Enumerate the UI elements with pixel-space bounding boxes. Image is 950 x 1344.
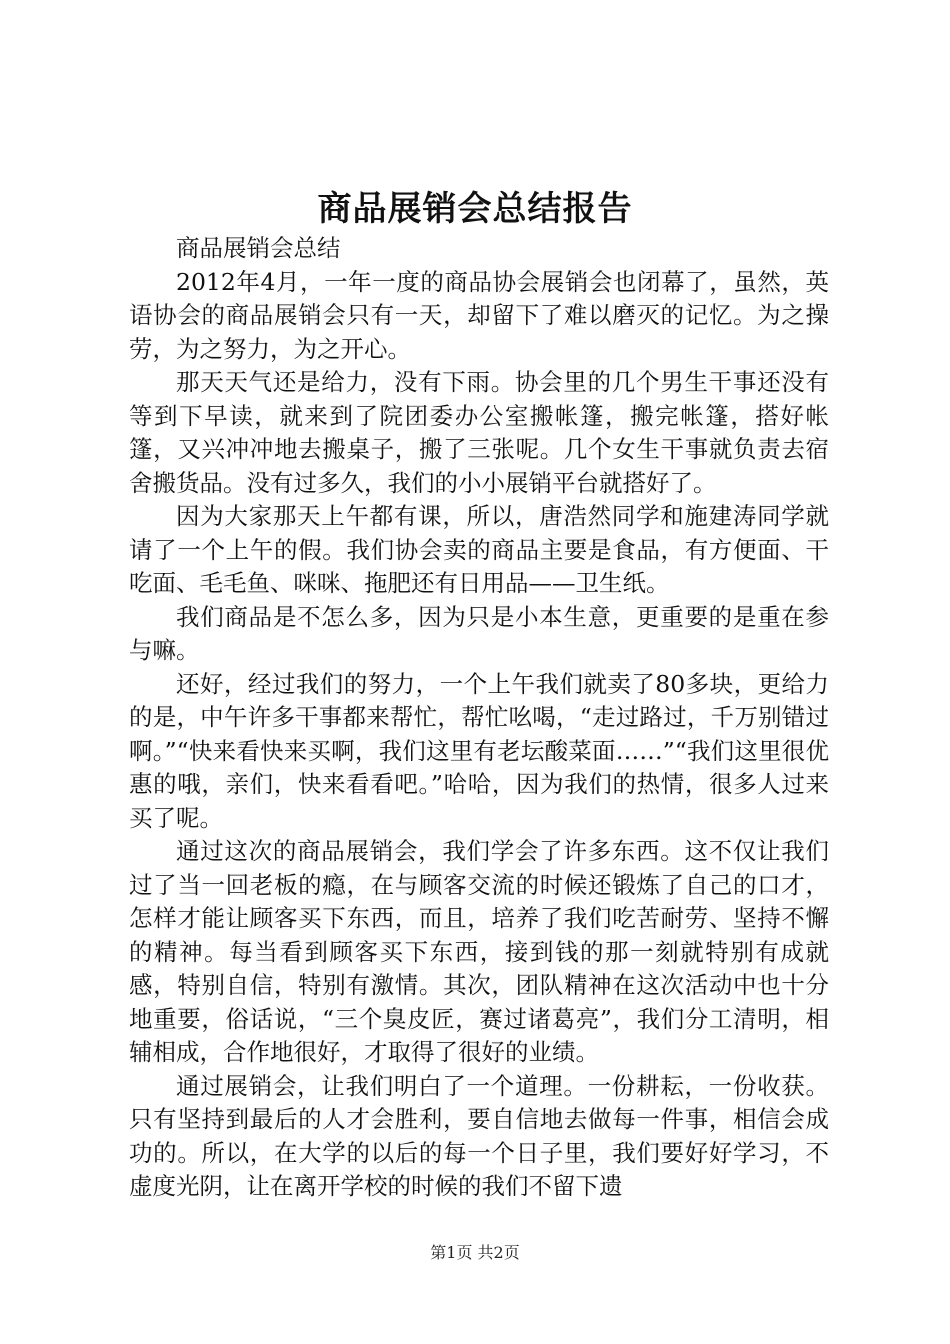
- document-body: [129, 232, 829, 1204]
- paragraph-subtitle: 商品展销会总结: [176, 234, 341, 262]
- paragraph: 因为大家那天上午都有课，所以，唐浩然同学和施建涛同学就请了一个上午的假。我们协会卖的商品主要是食品，有方便面、干吃面、毛毛鱼、咪咪、拖肥还有日用品——卫生纸。: [129, 502, 829, 597]
- paragraph: 通过这次的商品展销会，我们学会了许多东西。这不仅让我们过了当一回老板的瘾，在与顾客交流的时候还锻炼了自己的口才，怎样才能让顾客买下东西，而且，培养了我们吃苦耐劳、坚持不懈的精神。每当看到顾客买下东西，接到钱的那一刻就特别有成就感，特别自信，特别有激情。其次，团队精神在这次活动中也十分地重要，俗话说，“三个臭皮匠，赛过诸葛亮”，我们分工清明，相辅相成，合作地很好，才取得了很好的业绩。: [129, 837, 829, 1066]
- paragraph: 2012年4月，一年一度的商品协会展销会也闭幕了，虽然，英语协会的商品展销会只有一天，却留下了难以磨灭的记忆。为之操劳，为之努力，为之开心。: [129, 267, 829, 363]
- paragraph: 那天天气还是给力，没有下雨。协会里的几个男生干事还没有等到下早读，就来到了院团委办公室搬帐篷，搬完帐篷，搭好帐篷，又兴冲冲地去搬桌子，搬了三张呢。几个女生干事就负责去宿舍搬货品。没有过多久，我们的小小展销平台就搭好了。: [129, 368, 829, 497]
- document-title: 商品展销会总结报告: [317, 189, 633, 229]
- page-number-footer: 第1页 共2页: [430, 1243, 520, 1262]
- paragraph: 还好，经过我们的努力，一个上午我们就卖了80多块，更给力的是，中午许多干事都来帮忙，帮忙吆喝，“走过路过，千万别错过啊。”“快来看快来买啊，我们这里有老坛酸菜面……”“我们这里很优惠的哦，亲们，快来看看吧。”哈哈，因为我们的热情，很多人过来买了呢。: [129, 669, 829, 832]
- paragraph: 通过展销会，让我们明白了一个道理。一份耕耘，一份收获。只有坚持到最后的人才会胜利，要自信地去做每一件事，相信会成功的。所以，在大学的以后的每一个日子里，我们要好好学习，不虚度光阴，让在离开学校的时候的我们不留下遗: [129, 1071, 829, 1200]
- paragraph: 我们商品是不怎么多，因为只是小本生意，更重要的是重在参与嘛。: [129, 602, 829, 664]
